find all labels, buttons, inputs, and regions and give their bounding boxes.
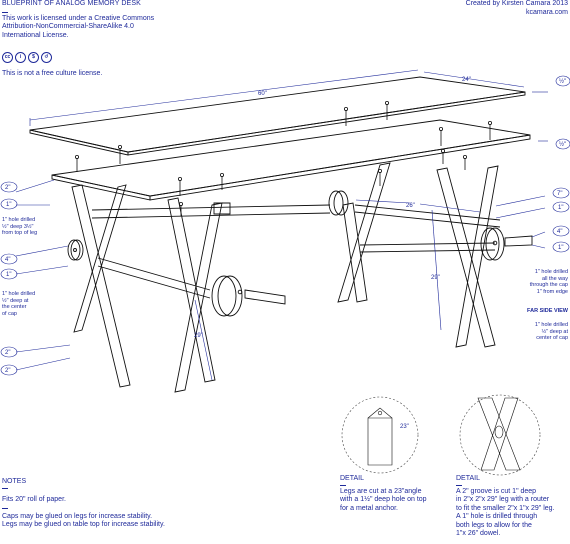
dim-2in-a: 2" (5, 185, 11, 191)
left-top-hole-note: 1" hole drilled ½" deep 3½" from top of leg (2, 217, 38, 236)
detail-circle-2 (460, 395, 540, 475)
detail1-text: Legs are cut at a 23"angle with a 1½" deep hole on top for a metal anchor. (340, 488, 427, 512)
dim-leg-29-front: 29" (194, 333, 203, 339)
far-side-view-title: FAR SIDE VIEW (527, 308, 568, 314)
left-cap (68, 240, 80, 260)
dim-2in-c: 2" (5, 368, 11, 374)
dim-1in-a: 1" (6, 202, 12, 208)
not-free-text: This is not a free culture license. (2, 70, 103, 77)
dim-right-7in: 7" (557, 191, 563, 197)
detail2-text: A 2" groove is cut 1" deep in 2"x 2"x 29" leg with a router to fit the smaller 2"x 1"x 29" leg. A 1" hole is drilled through both legs to allow for the 1"x 26" dowel. (456, 488, 555, 538)
dim-length-label: 60" (258, 91, 267, 97)
detail1-angle-label: 23" (400, 424, 409, 430)
dim-dowel-26: 26" (406, 203, 415, 209)
dim-right-4in: 4" (557, 229, 563, 235)
dim-1in-b: 1" (6, 272, 12, 278)
left-cap-hole-note: 1" hole drilled ½" deep at the center of cap (2, 291, 36, 317)
by-icon: i (15, 52, 26, 63)
notes-divider-2 (2, 508, 8, 509)
dim-2in-b: 2" (5, 350, 11, 356)
left-leg-a (72, 185, 130, 387)
credit-line: Created by Kirsten Camara 2013 (465, 0, 568, 7)
sa-icon: ↺ (41, 52, 52, 63)
tabletop-lower (52, 120, 530, 196)
cc-icon: cc (2, 52, 13, 63)
license-text: This work is licensed under a Creative Commons Attribution-NonCommercial-ShareAlike 4.0 International License. (2, 15, 155, 39)
front-cap (212, 276, 236, 316)
far-side-view-note: 1" hole drilled ½" deep at center of cap (534, 322, 568, 341)
blueprint-title: BLUEPRINT OF ANALOG MEMORY DESK (2, 0, 141, 7)
far-leg-a (437, 168, 495, 347)
dim-thickness-bottom: ½" (559, 142, 567, 148)
credit-url: kcamara.com (525, 9, 568, 16)
notes-divider-1 (2, 488, 8, 489)
detail2-title: DETAIL (456, 475, 480, 482)
far-leg-b (456, 166, 498, 347)
dim-leg-29-right: 29" (431, 275, 440, 281)
notes-line-2: Caps may be glued on legs for increase stability. Legs may be glued on table top for increase stability. (2, 513, 165, 529)
notes-title: NOTES (2, 478, 27, 485)
dim-width-label: 24" (462, 77, 471, 83)
detail-circle-1 (342, 397, 418, 473)
dim-thickness-top: ½" (559, 79, 567, 85)
nc-icon: $ (28, 52, 39, 63)
detail1-divider (340, 485, 346, 486)
dim-right-1in-b: 1" (558, 245, 564, 251)
notes-line-1: Fits 20" roll of paper. (2, 496, 66, 503)
detail2-divider (456, 485, 462, 486)
dim-4in-a: 4" (5, 257, 11, 263)
dim-right-1in: 1" (558, 205, 564, 211)
right-through-hole-note: 1" hole drilled all the way through the cap 1" from edge (529, 269, 568, 295)
detail1-title: DETAIL (340, 475, 364, 482)
